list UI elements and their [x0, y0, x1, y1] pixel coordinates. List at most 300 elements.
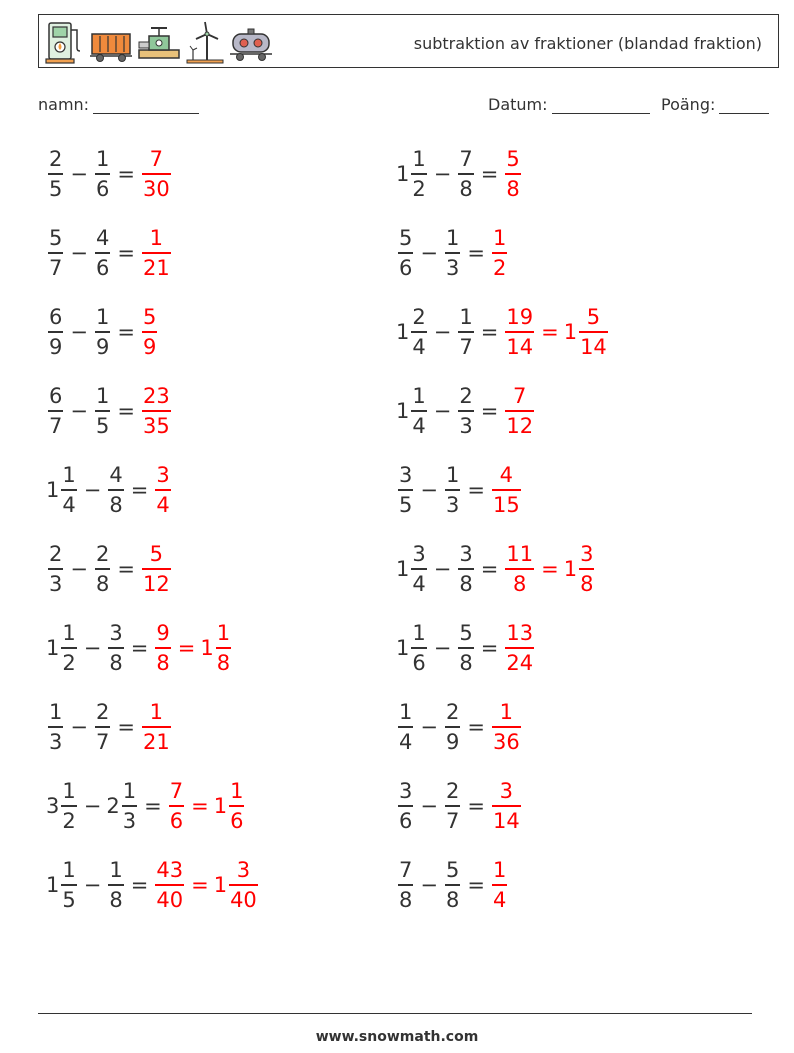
- answer-numerator: 13: [506, 621, 534, 645]
- answer-equals-sign: =: [177, 636, 196, 660]
- subtrahend-fraction-bar: [108, 647, 123, 649]
- answer: [503, 146, 522, 202]
- subtrahend-numerator: 2: [95, 542, 110, 566]
- subtrahend-numerator: 1: [95, 305, 110, 329]
- subtrahend-fraction: [458, 304, 473, 360]
- equals-sign: =: [117, 241, 135, 265]
- minuend-denominator: 6: [399, 809, 413, 833]
- answer-fraction: [505, 146, 520, 202]
- subtrahend-denominator: 3: [122, 809, 137, 833]
- minuend-fraction-bar: [48, 410, 63, 412]
- answer: [140, 225, 173, 281]
- subtrahend-fraction-bar: [95, 568, 110, 570]
- answer-fraction-bar: [505, 647, 534, 649]
- minuend-numerator: 1: [62, 858, 76, 882]
- minuend-fraction-bar: [398, 252, 413, 254]
- minus-sign: −: [70, 162, 88, 186]
- minuend-fraction: [48, 541, 63, 597]
- answer-denominator: 12: [142, 572, 170, 596]
- subtrahend-fraction: [458, 620, 473, 676]
- equals-sign: =: [117, 399, 135, 423]
- equals-sign: =: [467, 478, 485, 502]
- minuend-denominator: 9: [49, 335, 63, 359]
- answer-numerator: 1: [499, 700, 514, 724]
- answer-fraction-bar: [492, 726, 521, 728]
- answer-denominator: 35: [142, 414, 170, 438]
- answer: [490, 462, 523, 518]
- subtrahend-fraction-bar: [95, 331, 110, 333]
- mixed-answer-numerator: 1: [230, 779, 244, 803]
- minuend-fraction: [48, 304, 63, 360]
- answer-denominator: 8: [513, 572, 527, 596]
- answer-numerator: 23: [142, 384, 170, 408]
- answer: [503, 383, 536, 439]
- minuend-numerator: 5: [399, 226, 413, 250]
- subtrahend-fraction-bar: [108, 489, 123, 491]
- mixed-answer-fraction-bar: [229, 884, 258, 886]
- subtrahend-denominator: 3: [445, 256, 460, 280]
- answer-denominator: 2: [492, 256, 507, 280]
- problem-6: [396, 297, 610, 367]
- answer-equals-sign: =: [191, 873, 209, 897]
- answer-denominator: 4: [492, 888, 507, 912]
- subtrahend-fraction: [95, 225, 110, 281]
- answer-denominator: 21: [142, 256, 170, 280]
- subtrahend-numerator: 2: [445, 779, 460, 803]
- answer-fraction-bar: [505, 410, 534, 412]
- answer-numerator: 1: [492, 226, 507, 250]
- worksheet-title: subtraktion av fraktioner (blandad fraktion): [413, 34, 762, 53]
- answer-denominator: 21: [142, 730, 170, 754]
- answer-fraction: [505, 541, 534, 597]
- answer-fraction-bar: [169, 805, 184, 807]
- subtrahend-numerator: 4: [95, 226, 110, 250]
- answer-fraction: [169, 778, 184, 834]
- minus-sign: −: [83, 873, 102, 897]
- minuend-whole: 1: [396, 399, 410, 423]
- subtrahend-numerator: 2: [445, 700, 460, 724]
- answer: [490, 778, 523, 834]
- minuend-denominator: 4: [412, 414, 426, 438]
- answer-denominator: 4: [156, 493, 170, 517]
- subtrahend-fraction-bar: [445, 726, 460, 728]
- mixed-answer-fraction-bar: [216, 647, 231, 649]
- answer-denominator: 30: [142, 177, 170, 201]
- answer-numerator: 1: [149, 700, 164, 724]
- subtrahend-fraction: [445, 699, 460, 755]
- minuend-fraction-bar: [48, 252, 63, 254]
- minus-sign: −: [70, 241, 88, 265]
- subtrahend-denominator: 8: [109, 888, 123, 912]
- minus-sign: −: [70, 320, 88, 344]
- minuend-fraction-bar: [61, 884, 76, 886]
- minus-sign: −: [433, 320, 452, 344]
- answer-numerator: 7: [149, 147, 164, 171]
- minuend-fraction: [411, 146, 426, 202]
- problem-5: [46, 297, 159, 367]
- minus-sign: −: [433, 636, 452, 660]
- subtrahend-fraction: [95, 146, 110, 202]
- minuend-fraction-bar: [61, 489, 76, 491]
- footer-site: www.snowmath.com: [315, 1029, 479, 1045]
- answer-fraction: [142, 225, 171, 281]
- minus-sign: −: [420, 478, 438, 502]
- problem-7: [46, 376, 173, 446]
- subtrahend-numerator: 1: [445, 463, 460, 487]
- problem-2: [396, 139, 523, 209]
- minuend-fraction-bar: [61, 805, 76, 807]
- answer: [490, 857, 509, 913]
- subtrahend-denominator: 3: [459, 414, 473, 438]
- minuend-numerator: 5: [49, 226, 63, 250]
- subtrahend-fraction: [108, 462, 123, 518]
- subtrahend-fraction: [95, 383, 110, 439]
- subtrahend-fraction: [95, 304, 110, 360]
- subtrahend-denominator: 7: [95, 730, 110, 754]
- answer: [140, 541, 173, 597]
- problem-9: [46, 455, 173, 525]
- answer-fraction-bar: [155, 647, 170, 649]
- minuend-fraction-bar: [411, 331, 426, 333]
- answer-fraction-bar: [492, 252, 507, 254]
- answer-numerator: 7: [513, 384, 527, 408]
- minuend-fraction: [411, 620, 426, 676]
- subtrahend-fraction-bar: [95, 173, 110, 175]
- minuend-numerator: 2: [49, 147, 63, 171]
- answer-fraction: [505, 620, 534, 676]
- minuend-numerator: 2: [412, 305, 426, 329]
- mixed-answer-fraction: [216, 620, 231, 676]
- mixed-answer-numerator: 5: [586, 305, 601, 329]
- subtrahend-fraction: [122, 778, 137, 834]
- mixed-answer-whole: 1: [200, 636, 214, 660]
- minus-sign: −: [83, 478, 102, 502]
- subtrahend-denominator: 8: [459, 572, 473, 596]
- minus-sign: −: [433, 162, 452, 186]
- problem-8: [396, 376, 536, 446]
- answer-fraction-bar: [505, 331, 534, 333]
- answer-fraction-bar: [142, 410, 171, 412]
- subtrahend-fraction: [95, 541, 110, 597]
- minuend-numerator: 2: [49, 542, 63, 566]
- subtrahend-fraction: [445, 778, 460, 834]
- subtrahend-fraction: [108, 620, 123, 676]
- subtrahend-denominator: 8: [95, 572, 110, 596]
- minuend-fraction-bar: [61, 647, 76, 649]
- minuend-denominator: 4: [412, 572, 426, 596]
- equals-sign: =: [117, 557, 135, 581]
- subtrahend-fraction-bar: [95, 252, 110, 254]
- subtrahend-denominator: 3: [445, 493, 460, 517]
- subtrahend-fraction-bar: [458, 647, 473, 649]
- minuend-denominator: 2: [412, 177, 426, 201]
- score-label: Poäng:: [661, 95, 716, 114]
- mixed-answer-whole: 1: [563, 557, 578, 581]
- subtrahend-fraction-bar: [445, 489, 460, 491]
- minuend-fraction: [411, 541, 426, 597]
- minuend-denominator: 4: [412, 335, 426, 359]
- answer-fraction: [492, 778, 521, 834]
- minus-sign: −: [70, 715, 88, 739]
- mixed-answer-fraction-bar: [579, 331, 608, 333]
- minus-sign: −: [433, 557, 452, 581]
- answer-fraction: [492, 699, 521, 755]
- minuend-fraction-bar: [411, 410, 426, 412]
- subtrahend-denominator: 7: [459, 335, 473, 359]
- minuend-fraction: [61, 778, 76, 834]
- answer-numerator: 5: [149, 542, 164, 566]
- subtrahend-denominator: 8: [459, 651, 473, 675]
- minuend-numerator: 7: [399, 858, 413, 882]
- subtrahend-numerator: 1: [95, 147, 110, 171]
- equals-sign: =: [480, 399, 499, 423]
- minuend-fraction: [48, 699, 63, 755]
- answer-fraction-bar: [492, 489, 521, 491]
- answer-fraction: [492, 462, 521, 518]
- minuend-fraction-bar: [48, 726, 63, 728]
- minuend-fraction-bar: [48, 568, 63, 570]
- subtrahend-denominator: 9: [95, 335, 110, 359]
- minuend-fraction-bar: [398, 884, 413, 886]
- minus-sign: −: [420, 241, 438, 265]
- minuend-fraction-bar: [398, 805, 413, 807]
- subtrahend-numerator: 3: [109, 621, 123, 645]
- minuend-denominator: 8: [399, 888, 413, 912]
- equals-sign: =: [117, 320, 135, 344]
- subtrahend-fraction: [458, 541, 473, 597]
- subtrahend-numerator: 2: [95, 700, 110, 724]
- minuend-fraction-bar: [48, 173, 63, 175]
- answer-fraction: [505, 304, 534, 360]
- answer-numerator: 4: [499, 463, 514, 487]
- problem-10: [396, 455, 523, 525]
- subtrahend-numerator: 1: [445, 226, 460, 250]
- equals-sign: =: [130, 636, 149, 660]
- answer-fraction-bar: [155, 489, 170, 491]
- minuend-fraction: [48, 383, 63, 439]
- subtrahend-denominator: 8: [445, 888, 460, 912]
- answer-numerator: 9: [156, 621, 170, 645]
- subtrahend-denominator: 8: [109, 651, 123, 675]
- equals-sign: =: [480, 320, 499, 344]
- minuend-fraction-bar: [398, 489, 413, 491]
- mixed-answer-numerator: 3: [236, 858, 251, 882]
- minuend-denominator: 3: [49, 572, 63, 596]
- answer: [140, 383, 173, 439]
- mixed-answer-denominator: 8: [216, 651, 231, 675]
- minuend-numerator: 3: [399, 779, 413, 803]
- mixed-answer-fraction: [229, 857, 258, 913]
- minuend-numerator: 1: [412, 384, 426, 408]
- answer-fraction: [142, 383, 171, 439]
- answer-fraction: [492, 225, 507, 281]
- minuend-fraction: [411, 304, 426, 360]
- minus-sign: −: [420, 715, 438, 739]
- subtrahend-denominator: 6: [95, 177, 110, 201]
- minuend-numerator: 1: [412, 147, 426, 171]
- subtrahend-denominator: 5: [95, 414, 110, 438]
- equals-sign: =: [480, 557, 499, 581]
- answer-numerator: 5: [142, 305, 157, 329]
- subtrahend-denominator: 8: [459, 177, 473, 201]
- answer-denominator: 40: [156, 888, 184, 912]
- answer: [153, 462, 172, 518]
- answer-numerator: 3: [499, 779, 514, 803]
- mixed-answer-whole: 1: [213, 794, 228, 818]
- answer-fraction: [155, 462, 170, 518]
- equals-sign: =: [117, 715, 135, 739]
- minuend-numerator: 1: [62, 463, 76, 487]
- subtrahend-fraction-bar: [95, 726, 110, 728]
- subtrahend-fraction: [445, 225, 460, 281]
- minuend-whole: 3: [46, 794, 60, 818]
- minus-sign: −: [420, 873, 438, 897]
- answer-denominator: 8: [506, 177, 520, 201]
- problem-4: [396, 218, 509, 288]
- mixed-answer-fraction: [579, 541, 594, 597]
- minus-sign: −: [70, 399, 88, 423]
- minuend-fraction: [398, 699, 413, 755]
- equals-sign: =: [467, 715, 485, 739]
- answer-fraction: [155, 620, 170, 676]
- subtrahend-denominator: 9: [445, 730, 460, 754]
- minuend-denominator: 5: [399, 493, 413, 517]
- mixed-answer-whole: 1: [213, 873, 228, 897]
- minuend-denominator: 3: [49, 730, 63, 754]
- answer-numerator: 5: [506, 147, 520, 171]
- answer-fraction-bar: [155, 884, 184, 886]
- minuend-whole: 1: [46, 636, 60, 660]
- answer-numerator: 3: [156, 463, 170, 487]
- minus-sign: −: [83, 794, 102, 818]
- subtrahend-fraction-bar: [458, 568, 473, 570]
- answer-fraction-bar: [505, 568, 534, 570]
- subtrahend-whole: 2: [106, 794, 120, 818]
- problem-19: [46, 850, 260, 920]
- subtrahend-fraction: [95, 699, 110, 755]
- minuend-denominator: 5: [49, 177, 63, 201]
- subtrahend-fraction-bar: [445, 252, 460, 254]
- minuend-numerator: 1: [62, 779, 76, 803]
- answer-fraction: [142, 699, 171, 755]
- minuend-fraction: [61, 462, 76, 518]
- mixed-answer-fraction: [579, 304, 608, 360]
- subtrahend-fraction: [445, 462, 460, 518]
- answer: [503, 304, 609, 360]
- minuend-fraction: [61, 857, 76, 913]
- answer-fraction: [142, 304, 157, 360]
- minuend-denominator: 4: [399, 730, 413, 754]
- minuend-numerator: 1: [49, 700, 63, 724]
- mixed-answer-denominator: 8: [580, 572, 594, 596]
- minuend-numerator: 1: [399, 700, 413, 724]
- answer: [140, 304, 159, 360]
- problem-17: [46, 771, 246, 841]
- subtrahend-fraction: [458, 383, 473, 439]
- equals-sign: =: [130, 873, 149, 897]
- minus-sign: −: [83, 636, 102, 660]
- subtrahend-numerator: 1: [122, 779, 137, 803]
- answer-fraction-bar: [142, 173, 171, 175]
- subtrahend-denominator: 8: [109, 493, 123, 517]
- minuend-fraction: [48, 146, 63, 202]
- mixed-answer-denominator: 14: [580, 335, 607, 359]
- minuend-numerator: 1: [412, 621, 426, 645]
- answer-numerator: 43: [156, 858, 184, 882]
- minuend-whole: 1: [396, 162, 410, 186]
- answer-fraction-bar: [142, 252, 171, 254]
- mixed-answer-fraction-bar: [229, 805, 244, 807]
- problem-13: [46, 613, 233, 683]
- subtrahend-fraction-bar: [122, 805, 137, 807]
- answer-fraction-bar: [492, 805, 521, 807]
- subtrahend-fraction: [458, 146, 473, 202]
- problem-3: [46, 218, 173, 288]
- problem-12: [396, 534, 596, 604]
- answer-equals-sign: =: [541, 320, 559, 344]
- subtrahend-fraction-bar: [458, 173, 473, 175]
- footer-divider: [38, 1013, 752, 1014]
- minuend-fraction: [398, 225, 413, 281]
- answer-denominator: 15: [492, 493, 520, 517]
- answer-fraction: [155, 857, 184, 913]
- minuend-numerator: 1: [62, 621, 76, 645]
- equals-sign: =: [467, 794, 485, 818]
- minuend-numerator: 3: [412, 542, 426, 566]
- answer-numerator: 19: [506, 305, 534, 329]
- subtrahend-numerator: 2: [459, 384, 473, 408]
- answer-numerator: 1: [149, 226, 164, 250]
- minuend-denominator: 2: [62, 651, 76, 675]
- subtrahend-fraction: [108, 857, 123, 913]
- answer-fraction-bar: [142, 568, 171, 570]
- equals-sign: =: [467, 873, 485, 897]
- subtrahend-numerator: 1: [95, 384, 110, 408]
- minuend-fraction-bar: [411, 647, 426, 649]
- subtrahend-numerator: 1: [109, 858, 123, 882]
- mixed-answer-denominator: 6: [230, 809, 244, 833]
- minuend-fraction-bar: [398, 726, 413, 728]
- subtrahend-numerator: 5: [459, 621, 473, 645]
- problem-16: [396, 692, 523, 762]
- subtrahend-fraction-bar: [445, 805, 460, 807]
- answer: [503, 541, 596, 597]
- answer-equals-sign: =: [191, 794, 209, 818]
- problem-1: [46, 139, 173, 209]
- answer-numerator: 11: [506, 542, 534, 566]
- name-label: namn:: [38, 95, 90, 114]
- equals-sign: =: [144, 794, 162, 818]
- answer-fraction-bar: [492, 884, 507, 886]
- problem-20: [396, 850, 509, 920]
- answer-numerator: 7: [169, 779, 184, 803]
- answer-denominator: 6: [169, 809, 184, 833]
- subtrahend-denominator: 7: [445, 809, 460, 833]
- answer-fraction: [142, 541, 171, 597]
- minuend-denominator: 5: [62, 888, 76, 912]
- minuend-denominator: 7: [49, 414, 63, 438]
- subtrahend-numerator: 3: [459, 542, 473, 566]
- minuend-numerator: 6: [49, 305, 63, 329]
- minuend-fraction: [398, 462, 413, 518]
- subtrahend-numerator: 1: [459, 305, 473, 329]
- equals-sign: =: [117, 162, 135, 186]
- mixed-answer-fraction: [229, 778, 244, 834]
- minuend-fraction-bar: [48, 331, 63, 333]
- minuend-fraction: [398, 778, 413, 834]
- answer: [490, 225, 509, 281]
- answer-fraction-bar: [505, 173, 520, 175]
